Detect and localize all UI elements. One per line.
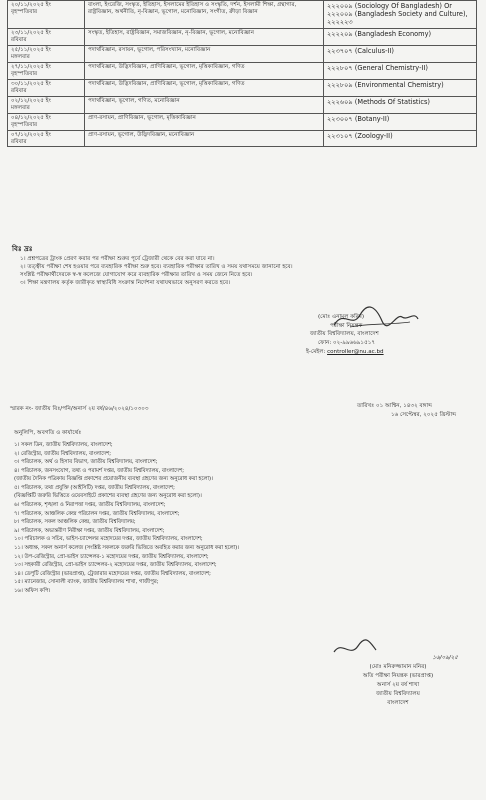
exam-day: বৃহস্পতিবার: [11, 70, 38, 77]
exam-day: বৃহস্পতিবার: [11, 121, 38, 128]
memo-ref: স্মারক নং- জাতীয় বিঃ/পনি/অনার্স ২য় বর্ষ/৪৬/২০২৪/১০৩০৩: [10, 406, 149, 412]
note-line: ৩। শিক্ষা মন্ত্রণালয় কর্তৃক জারীকৃত স্বাস্থ্যবিধি সংক্রান্ত নির্দেশনা যথাযথভাবে অনুসরণ করতে হবে।: [20, 280, 231, 287]
copy-item: ৬। পরিচালক, শৃঙ্খলা ও নিরাপত্তা দপ্তর, জাতীয় বিশ্ববিদ্যালয়, বাংলাদেশ;: [14, 502, 166, 509]
copy-heading: অনুলিপি, অবগতি ও কার্যার্থেঃ: [14, 430, 82, 436]
note-line: ২। তত্ত্বীয় পরীক্ষা শেষ হওয়ার পরে ব্যবহারিক পরীক্ষা শুরু হবে। ব্যবহারিক পরীক্ষার তারিখ ও সময় যথাসময়ে জানানো হবে।: [20, 264, 293, 271]
exam-date: ২৫/১১/২০২৫ ইং: [11, 46, 51, 53]
signatory-title: পরীক্ষা নিয়ন্ত্রক: [330, 322, 363, 329]
notes-title: বিঃ দ্রঃ: [12, 245, 33, 253]
exam-subjects: পদার্থবিজ্ঞান, রসায়ন, ভূগোল, পরিসংখ্যান, মনোবিজ্ঞান: [85, 45, 324, 62]
exam-date-cell: [8, 79, 85, 96]
copy-item: ১৩। সহকারী রেজিস্ট্রার, প্রো-ভাইস চ্যান্সেলর-২ মহোদয়ের দপ্তর, জাতীয় বিশ্ববিদ্যালয়, বাংলাদেশ;: [14, 562, 217, 569]
copy-item: ৫। পরিচালক, তথ্য প্রযুক্তি (আইসিটি) দপ্তর, জাতীয় বিশ্ববিদ্যালয়, বাংলাদেশ;: [14, 484, 175, 491]
exam-day: বৃহস্পতিবার: [11, 8, 38, 15]
copy-item: ১২। উপ-রেজিস্ট্রার, প্রো-ভাইস চ্যান্সেলর-১ মহোদয়ের দপ্তর, জাতীয় বিশ্ববিদ্যালয়, বাংলাদেশ;: [14, 553, 209, 560]
note-line: সংশ্লিষ্ট পরীক্ষার্থীদেরকে স্ব-স্ব কলেজে যোগাযোগ করে ব্যবহারিক পরীক্ষার তারিখ ও সময় জেনে নিতে হবে।: [20, 272, 253, 279]
note-line: ১। প্রশ্নপত্রের ট্রাংক প্রেরণ করার পর পরীক্ষা শুরুর পূর্বে ট্রেজারী থেকে বের করা যাবে না।: [20, 256, 215, 262]
signatory-email-row: [300, 348, 470, 357]
deputy-signature-block: [318, 654, 478, 708]
copy-item: ৭। পরিচালক, আঞ্চলিক কেন্দ্র পরিচালন দপ্তর, জাতীয় বিশ্ববিদ্যালয়, বাংলাদেশ;: [14, 510, 180, 517]
exam-day: রবিবার: [11, 138, 27, 145]
exam-day: রবিবার: [11, 36, 27, 43]
exam-row: [8, 130, 477, 147]
copy-list: [14, 441, 474, 595]
exam-date-cell: [8, 130, 85, 147]
exam-subjects: সংস্কৃত, ইতিহাস, রাষ্ট্রবিজ্ঞান, সমাজবিজ্ঞান, নৃ-বিজ্ঞান, ভূগোল, মনোবিজ্ঞান: [85, 28, 324, 45]
exam-row: [8, 45, 477, 62]
exam-date-cell: [8, 28, 85, 45]
exam-course-code: ২২২৮০৭ (General Chemistry-II): [324, 62, 477, 79]
date-gregorian: ১৬ সেপ্টেম্বর, ২০২৫ খ্রিস্টাব্দ: [391, 411, 456, 418]
exam-day: মঙ্গলবার: [11, 53, 30, 60]
copy-item: (বিজ্ঞপ্তিটি জরুরি ভিত্তিতে ওয়েবসাইটে প্রকাশের ব্যবস্থা গ্রহণের জন্য অনুরোধ করা হলো)।: [14, 493, 202, 500]
exam-course-code: ২২২৬০৯ (Methods Of Statistics): [324, 96, 477, 113]
signatory-org: জাতীয় বিশ্ববিদ্যালয়, বাংলাদেশ: [310, 331, 379, 338]
exam-subjects: প্রাণ-রসায়ন, ভূগোল, উদ্ভিদবিজ্ঞান, মনোবিজ্ঞান: [85, 130, 324, 147]
exam-course-code: ২২৩০০৭ (Botany-II): [324, 113, 477, 130]
exam-date: ২৭/১১/২০২৫ ইং: [11, 63, 51, 70]
date-bangla-calendar: ০১ আশ্বিন, ১৪৩২ বঙ্গাব্দ: [375, 403, 432, 409]
signatory-title: অতি পরীক্ষা নিয়ন্ত্রক (ভারপ্রাপ্ত): [362, 672, 434, 679]
exam-course-code: ২২২০০৯ (Sociology Of Bangladesh) Or ২২২০০৯ (Bangladesh Society and Culture), ২২২২২৩: [324, 1, 477, 29]
exam-schedule-table: [7, 0, 477, 147]
exam-date: ২৩/১১/২০২৫ ইং: [11, 29, 51, 36]
email-label: ই-মেইল:: [306, 348, 326, 355]
exam-row: [8, 96, 477, 113]
exam-date-cell: [8, 113, 85, 130]
memo-date-block: [357, 402, 456, 420]
copy-item: ১৫। ম্যানেজার, সোনালী ব্যাংক, জাতীয় বিশ্ববিদ্যালয় শাখা, গাজীপুর;: [14, 579, 159, 586]
exam-row: [8, 1, 477, 29]
signatory-phone: ফোন: ০২-৯৯৬৬৯১৫১৭: [318, 339, 375, 346]
copy-item: ৮। পরিচালক, সকল আঞ্চলিক কেন্দ্র, জাতীয় বিশ্ববিদ্যালয়;: [14, 519, 136, 526]
signatory-name: (মোঃ এনামুল করিম): [318, 314, 365, 320]
exam-date: ০৪/১২/২০২৫ ইং: [11, 114, 51, 121]
exam-course-code: ২২২৮০৯ (Environmental Chemistry): [324, 79, 477, 96]
signatory-country: বাংলাদেশ: [387, 699, 409, 706]
exam-row: [8, 62, 477, 79]
exam-date: ০২/১২/২০২৫ ইং: [11, 97, 51, 104]
copy-item: ৪। পরিচালক, জনসংযোগ, তথ্য ও পরামর্শ দপ্তর, জাতীয় বিশ্ববিদ্যালয়, বাংলাদেশ;: [14, 467, 184, 474]
copy-item: ১০। পরিচালক ও সচিব, ভাইস-চ্যান্সেলর মহোদয়ের দপ্তর, জাতীয় বিশ্ববিদ্যালয়, বাংলাদেশ;: [14, 536, 203, 543]
copy-item: ৯। পরিচালক, অভ্যন্তরীণ নিরীক্ষা দপ্তর, জাতীয় বিশ্ববিদ্যালয়, বাংলাদেশ;: [14, 527, 165, 534]
signatory-name: (মোঃ মনিরুজ্জামান মনির): [369, 663, 427, 670]
signatory-dept: অনার্স ২য় বর্ষ শাখা: [376, 681, 420, 688]
exam-date-cell: [8, 62, 85, 79]
signatory-org: জাতীয় বিশ্ববিদ্যালয়: [376, 690, 420, 697]
exam-subjects: পদার্থবিজ্ঞান, উদ্ভিদবিজ্ঞান, প্রাণিবিজ্ঞান, ভূগোল, মৃত্তিকাবিজ্ঞান, গণিত: [85, 62, 324, 79]
exam-row: [8, 79, 477, 96]
notes-list: [20, 255, 450, 287]
copy-item: ১৬। অফিস কপি।: [14, 587, 51, 594]
date-label: তারিখঃ: [357, 403, 375, 409]
copy-item: ১৪। ডেপুটি রেজিস্ট্রার (ভারপ্রাপ্ত), ট্রেজারার মহোদয়ের দপ্তর, জাতীয় বিশ্ববিদ্যালয়, বাংলাদেশ;: [14, 570, 211, 577]
exam-subjects: প্রাণ-রসায়ন, প্রাণিবিজ্ঞান, ভূগোল, মৃত্তিকাবিজ্ঞান: [85, 113, 324, 130]
copy-item: ৩। পরিচালক, অর্থ ও হিসাব বিভাগ, জাতীয় বিশ্ববিদ্যালয়, বাংলাদেশ;: [14, 459, 158, 466]
exam-date-cell: [8, 96, 85, 113]
copy-item: (জাতীয় দৈনিক পত্রিকায় বিজ্ঞপ্তি প্রকাশের প্রয়োজনীয় ব্যবস্থা গ্রহণের জন্য অনুরোধ করা হলো)।: [14, 476, 213, 483]
exam-subjects: পদার্থবিজ্ঞান, ভূগোল, গণিত, মনোবিজ্ঞান: [85, 96, 324, 113]
exam-course-code: ২২৩৭০৭ (Calculus-II): [324, 45, 477, 62]
exam-subjects: বাংলা, ইংরেজি, সংস্কৃত, ইতিহাস, ইসলামের ইতিহাস ও সংস্কৃতি, দর্শন, ইসলামী শিক্ষা, গ্রন্থাগার, রাষ্ট্রবিজ্ঞান, অর্থনীতি, নৃ-বিজ্ঞান, ভূগোল, মনোবিজ্ঞান, সংগীত, ক্রীড়া বিজ্ঞান: [85, 1, 324, 29]
exam-row: [8, 28, 477, 45]
email-link[interactable]: controller@nu.ac.bd: [327, 348, 384, 355]
copy-item: ১১। অধ্যক্ষ, সকল অনার্স কলেজ (সংশ্লিষ্ট সকলকে জরুরি ভিত্তিতে অবহিত করার জন্য অনুরোধ করা হলো)।: [14, 544, 240, 551]
exam-course-code: ২২৩১০৭ (Zoology-II): [324, 130, 477, 147]
exam-course-code: ২২২২০৯ (Bangladesh Economy): [324, 28, 477, 45]
exam-subjects: পদার্থবিজ্ঞান, উদ্ভিদবিজ্ঞান, প্রাণিবিজ্ঞান, ভূগোল, মৃত্তিকাবিজ্ঞান, গণিত: [85, 79, 324, 96]
exam-date-cell: [8, 45, 85, 62]
exam-date: ৩০/১১/২০২৫ ইং: [11, 80, 51, 87]
exam-date: ২০/১১/২০২৫ ইং: [11, 2, 51, 8]
exam-day: মঙ্গলবার: [11, 104, 30, 111]
exam-row: [8, 113, 477, 130]
copy-item: ২। রেজিস্ট্রার, জাতীয় বিশ্ববিদ্যালয়, বাংলাদেশ;: [14, 450, 112, 457]
exam-date: ০৭/১২/২০২৫ ইং: [11, 131, 51, 138]
handwritten-date: ১৬/০৯/২৫: [432, 655, 458, 661]
exam-day: রবিবার: [11, 87, 27, 94]
copy-item: ১। সকল ডিন, জাতীয় বিশ্ববিদ্যালয়, বাংলাদেশ;: [14, 442, 113, 448]
exam-date-cell: [8, 1, 85, 29]
controller-signature-block: [300, 313, 470, 356]
